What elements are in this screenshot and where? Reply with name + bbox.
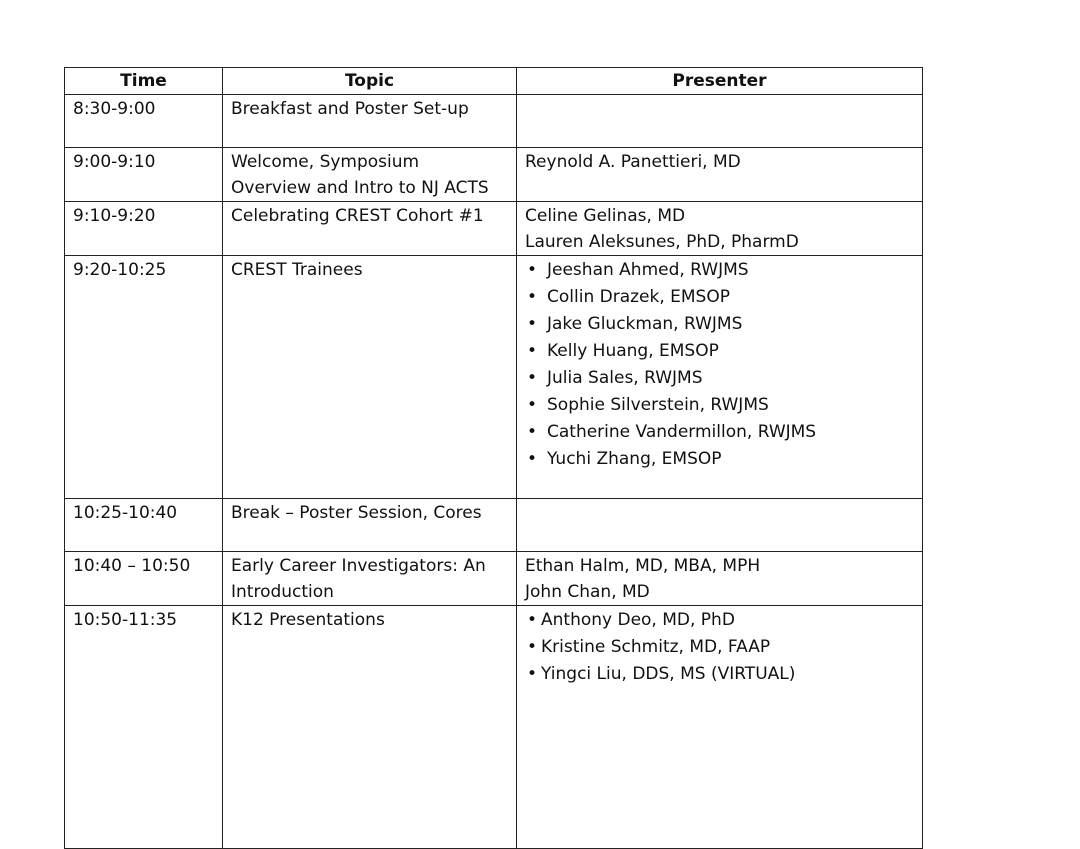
- time-cell: 8:30-9:00: [65, 95, 223, 148]
- presenter-name: Celine Gelinas, MD: [525, 206, 686, 226]
- presenter-cell: [517, 552, 923, 606]
- list-item: • Anthony Deo, MD, PhD: [525, 607, 914, 634]
- time-cell: 10:50-11:35: [65, 606, 223, 849]
- list-item: • Catherine Vandermillon, RWJMS: [525, 419, 914, 446]
- list-item: • Kelly Huang, EMSOP: [525, 338, 914, 365]
- presenter-name: John Chan, MD: [525, 582, 650, 602]
- table-row: [65, 256, 923, 499]
- topic-cell: [223, 202, 517, 256]
- time-cell: 10:25-10:40: [65, 499, 223, 552]
- table-row: [65, 202, 923, 256]
- topic-line: Overview and Intro to NJ ACTS: [231, 178, 489, 198]
- time-cell: 9:10-9:20: [65, 202, 223, 256]
- table-row: [65, 95, 923, 148]
- agenda-page: [64, 67, 922, 849]
- topic-line: Breakfast and Poster Set-up: [231, 99, 469, 119]
- header-row: [65, 68, 923, 95]
- list-item: • Sophie Silverstein, RWJMS: [525, 392, 914, 419]
- list-item: • Yingci Liu, DDS, MS (VIRTUAL): [525, 661, 914, 688]
- presenter-name: Lauren Aleksunes, PhD, PharmD: [525, 232, 799, 252]
- topic-cell: [223, 95, 517, 148]
- topic-line: K12 Presentations: [231, 610, 385, 630]
- header-time: Time: [65, 68, 223, 95]
- list-item: • Kristine Schmitz, MD, FAAP: [525, 634, 914, 661]
- time-cell: 10:40 – 10:50: [65, 552, 223, 606]
- list-item: • Yuchi Zhang, EMSOP: [525, 446, 914, 473]
- presenter-cell: [517, 606, 923, 849]
- presenter-cell: [517, 256, 923, 499]
- list-item: • Jeeshan Ahmed, RWJMS: [525, 257, 914, 284]
- topic-cell: [223, 148, 517, 202]
- topic-line: CREST Trainees: [231, 260, 363, 280]
- presenter-name: Reynold A. Panettieri, MD: [525, 152, 741, 172]
- topic-line: Break – Poster Session, Cores: [231, 503, 482, 523]
- agenda-table: [64, 67, 923, 849]
- list-item: • Jake Gluckman, RWJMS: [525, 311, 914, 338]
- presenter-cell: [517, 95, 923, 148]
- list-item: • Collin Drazek, EMSOP: [525, 284, 914, 311]
- header-topic: Topic: [223, 68, 517, 95]
- header-presenter: Presenter: [517, 68, 923, 95]
- table-row: [65, 148, 923, 202]
- table-row: [65, 499, 923, 552]
- time-cell: 9:20-10:25: [65, 256, 223, 499]
- table-row: [65, 552, 923, 606]
- table-row: [65, 606, 923, 849]
- topic-cell: [223, 499, 517, 552]
- presenter-cell: [517, 499, 923, 552]
- topic-cell: [223, 552, 517, 606]
- topic-line: Introduction: [231, 582, 334, 602]
- k12-list: [525, 607, 914, 688]
- presenter-cell: [517, 202, 923, 256]
- topic-cell: [223, 256, 517, 499]
- topic-cell: [223, 606, 517, 849]
- time-cell: 9:00-9:10: [65, 148, 223, 202]
- topic-line: Welcome, Symposium: [231, 152, 420, 172]
- topic-line: Early Career Investigators: An: [231, 556, 486, 576]
- presenter-cell: [517, 148, 923, 202]
- trainee-list: [525, 257, 914, 473]
- presenter-name: Ethan Halm, MD, MBA, MPH: [525, 556, 761, 576]
- topic-line: Celebrating CREST Cohort #1: [231, 206, 484, 226]
- list-item: • Julia Sales, RWJMS: [525, 365, 914, 392]
